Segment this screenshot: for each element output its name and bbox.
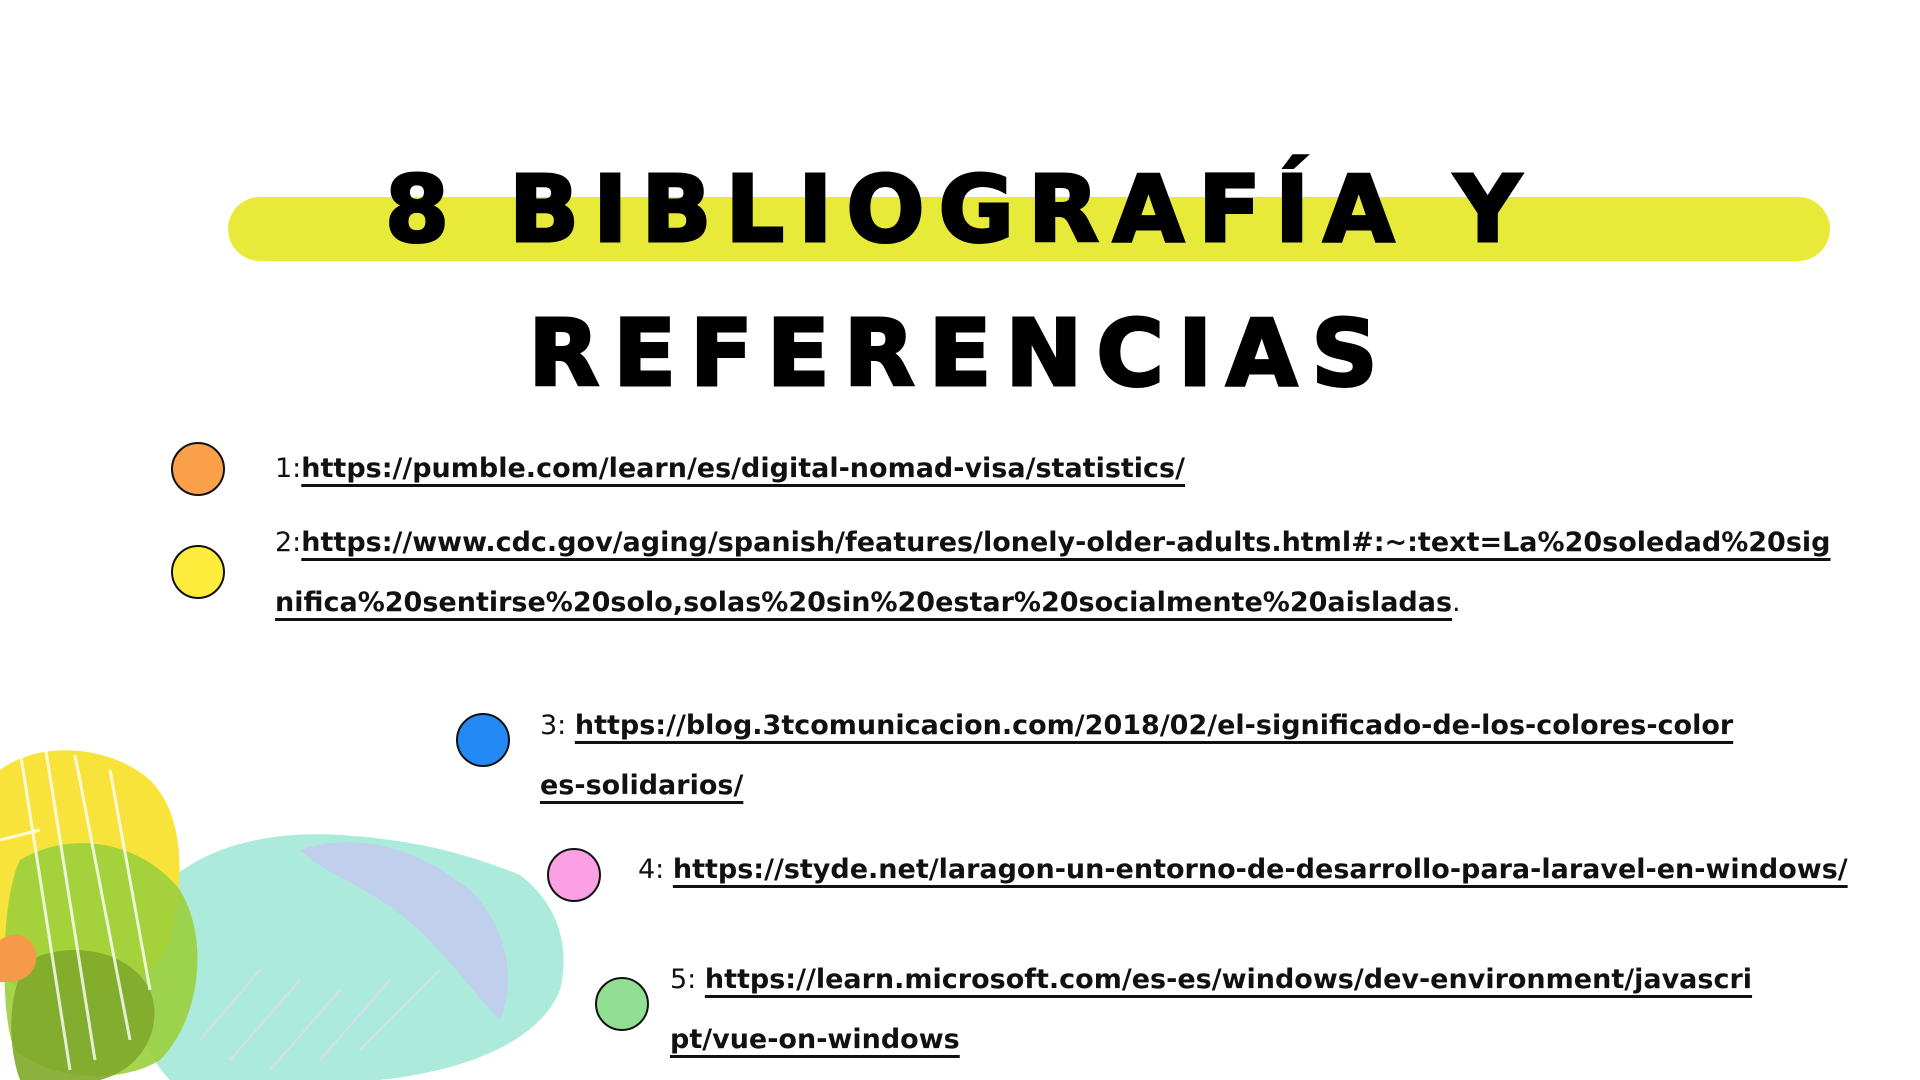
paint-brush-texture xyxy=(200,970,440,1070)
reference-item-3 xyxy=(540,696,1740,816)
bullet-dot-orange xyxy=(171,442,225,496)
reference-number: 1: xyxy=(275,453,302,484)
reference-link-4[interactable]: https://styde.net/laragon-un-entorno-de-desarrollo-para-laravel-en-windows/ xyxy=(672,854,1848,885)
reference-number: 4: xyxy=(638,854,673,885)
reference-item-1 xyxy=(275,439,1835,499)
reference-number: 2: xyxy=(275,527,302,558)
decorative-paint-blobs xyxy=(0,740,600,1080)
reference-suffix: . xyxy=(1452,587,1461,618)
page-title xyxy=(0,138,1920,426)
yellow-paint-blob xyxy=(0,750,180,1002)
reference-link-2[interactable]: https://www.cdc.gov/aging/spanish/features/lonely-older-adults.html#:~:text=La%20soledad%20significa%20sentirse%20solo,solas%20sin%20estar%20socialmente%20aisladas xyxy=(275,527,1831,618)
reference-item-2 xyxy=(275,513,1835,633)
bullet-dot-green xyxy=(595,977,649,1031)
bullet-dot-yellow xyxy=(171,545,225,599)
orange-paint-blob xyxy=(0,935,36,982)
reference-number: 3: xyxy=(540,710,575,741)
reference-item-4 xyxy=(638,840,1868,900)
reference-link-5[interactable]: https://learn.microsoft.com/es-es/windows/dev-environment/javascript/vue-on-windows xyxy=(670,964,1753,1055)
page-title-line-1: 8 BIBLIOGRAFÍA Y xyxy=(384,156,1536,263)
green-paint-blob xyxy=(4,843,197,1076)
bullet-dot-pink xyxy=(547,848,601,902)
paint-stroke-lines xyxy=(0,745,150,1070)
reference-link-1[interactable]: https://pumble.com/learn/es/digital-nomad-visa/statistics/ xyxy=(301,453,1185,484)
reference-item-5 xyxy=(670,950,1770,1070)
olive-paint-blob xyxy=(11,950,154,1080)
mint-paint-blob xyxy=(133,834,564,1080)
reference-link-3[interactable]: https://blog.3tcomunicacion.com/2018/02/el-significado-de-los-colores-colores-solidarios/ xyxy=(540,710,1734,801)
lilac-paint-blob xyxy=(300,842,508,1020)
bullet-dot-blue xyxy=(456,713,510,767)
reference-number: 5: xyxy=(670,964,705,995)
page-title-line-2: REFERENCIAS xyxy=(528,300,1392,407)
